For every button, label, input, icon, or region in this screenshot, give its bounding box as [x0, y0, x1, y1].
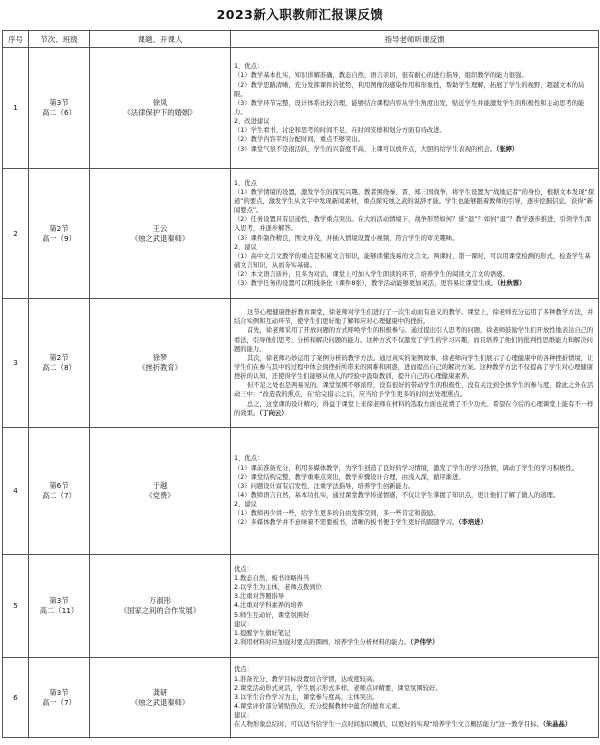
feedback-line: 5.师生互动好，课堂氛围好: [234, 611, 310, 619]
lesson-topic: 《法律保护下的婚姻》: [123, 108, 197, 117]
topic-teacher-cell: [90, 299, 231, 428]
teacher-name: 徐梦: [152, 353, 168, 363]
feedback-line: 这节心理健康挫折教育课堂，徐老师对学生们进行了一次生动而有意义的教学。课堂上，徐老师充分运用了多种教学方法，并结合实例和互动环节，使学生们更好地了解和应对心理健康中的挫折。: [234, 309, 594, 326]
feedback-line: 在人物形象总结时，可以适当给学生一点时间加以概括，以更好的实现“培养学生文言概括能力”这一教学目标。（朱晶晶）: [234, 721, 572, 729]
feedback-line: （1）教学基本扎实，知识讲解准确，教态自然，语言亲切，很有耐心的进行指导，组织教学的能力很强。: [234, 72, 528, 80]
teacher-name: 徐凤: [152, 98, 168, 108]
teacher-name: 王云: [152, 223, 168, 233]
feedback-line: 1.提醒学生做好笔记: [234, 629, 291, 637]
lesson-topic: 《烛之武退秦师》: [130, 697, 190, 707]
class: 高二（11）: [39, 606, 79, 615]
lesson-topic: 《挫折教育》: [138, 363, 182, 372]
period: 第2节: [49, 223, 69, 233]
feedback-line: （2）教学内容平均分配时间，重点不够突出。: [234, 136, 364, 144]
feedback-line: （2）课堂结构完整，教学重难点突出，教学步骤设计合理，由浅入深，循序渐进。: [234, 473, 465, 481]
table-header-row: [3, 31, 599, 48]
feedback-line: 2、改进建议: [234, 118, 270, 126]
teacher-name: 于越: [152, 481, 168, 491]
feedback-line: （1）课前准备充分，利用多媒体教学，为学生创造了良好的学习情境，激发了学生的学习热情，调动了学生的学习积极性。: [234, 464, 579, 472]
feedback-line: 2.课堂活动形式灵活，学生展示形式多样，老师点评精要，课堂氛围较好。: [234, 684, 442, 692]
table-row: [3, 428, 599, 555]
row-number: 2: [3, 169, 29, 299]
feedback-line: 建议：: [234, 712, 253, 720]
period-class-cell: [29, 428, 90, 555]
reviewer-signature: （李培进）: [458, 519, 487, 527]
table-row: [3, 299, 599, 428]
feedback-line: 优点：: [234, 565, 253, 573]
row-number: 1: [3, 48, 29, 169]
reviewer-signature: （朱晶晶）: [542, 721, 572, 729]
feedback-line: （3）课件制作精良，图文并茂，并插入情境设置小视频，符合学生的审美趣味。: [234, 234, 459, 242]
row-number: 6: [3, 658, 29, 738]
feedback-cell: [231, 555, 599, 658]
period: 第3节: [49, 687, 69, 697]
feedback-line: 1、优点：: [234, 63, 264, 71]
feedback-line: （1）教师再少讲一些，给学生更多的自由发挥空间，多一些肯定和鼓励。: [234, 510, 440, 518]
period-class-cell: [29, 299, 90, 428]
period: 第6节: [49, 481, 69, 491]
period-class-cell: [29, 169, 90, 299]
reviewer-signature: （张婷）: [496, 145, 519, 153]
feedback-line: 1.教态自然，板书详略得当: [234, 574, 310, 582]
reviewer-signature: （杜秋蓉）: [497, 280, 526, 288]
period-class-cell: [29, 48, 90, 169]
feedback-line: （3）问题设计富有启发性，注重学法指导，培养学生创新能力。: [234, 482, 415, 490]
feedback-line: 1、优点：: [234, 455, 264, 463]
class: 高一（7）: [42, 697, 76, 707]
page-title: 2023新入职教师汇报课反馈: [216, 7, 384, 22]
lesson-topic: 《国家之间的合作发展》: [119, 606, 201, 615]
feedback-line: 2.利用材料时应加强对要点的圈画，培养学生分析材料的能力。（尹伟学）: [234, 639, 439, 647]
feedback-line: （2）本文语言质朴，且多为对话，课堂上可加入学生朗读的环节，培养学生的阅读文言文的语感。: [234, 271, 509, 279]
class: 高一（9）: [42, 233, 76, 243]
feedback-line: （4）教师语言自然，基本功扎实，通过课堂教学传递情感，不仅让学生掌握了知识点，更让他们了解了做人的道理。: [234, 492, 560, 499]
topic-teacher-cell: [90, 428, 231, 555]
period: 第2节: [49, 353, 69, 363]
feedback-line: 2、建议: [234, 501, 257, 509]
feedback-line: 1.准备充分，教学目标设置切合学情，达成度较高。: [234, 675, 379, 683]
feedback-line: （1）高中文言文教学的重点是积累文言知识，能够读懂浅易的文言文。两课时，第一课时，可以用课堂检测的形式，检查学生基础文言知识，从而夯实基础。: [234, 252, 591, 269]
feedback-cell: [231, 658, 599, 738]
topic-teacher-cell: [90, 555, 231, 658]
feedback-line: （3）教学任务的设置可以粗线条化（课件8张），教学活动能够更加灵活，更容易让课堂生成。（杜秋蓉）: [234, 280, 526, 288]
table-row: [3, 658, 599, 738]
header-no: 序号: [3, 31, 29, 48]
feedback-line: 但不足之处也是两易见的。课堂氛围不够浓厚，没有很好的带动学生的积极性，没有关注到全体学生的参与度，除此之外在活动三中：“改造我的熏点，在‘给完措示之后，应当给予学生更多的时间去处理熏点。: [234, 382, 594, 399]
feedback-line: （1）学生看书、讨论和思考的时间不足，在时间安排和划分方面有待改进。: [234, 127, 446, 135]
lesson-topic: 《党费》: [145, 491, 175, 500]
row-number: 5: [3, 555, 29, 658]
reviewer-signature: （尹伟学）: [410, 639, 439, 647]
class: 高二（7）: [42, 491, 76, 500]
header-period-class: 节次、班级: [29, 31, 90, 48]
feedback-line: 3.以学生合作学习为主，课堂参与度高，主体突出。: [234, 693, 379, 701]
feedback-cell: [231, 169, 599, 299]
feedback-line: 1、优点: [234, 179, 257, 187]
feedback-line: 优点：: [234, 666, 253, 674]
feedback-cell: [231, 299, 599, 428]
feedback-cell: [231, 428, 599, 555]
feedback-line: （2）教学思路清晰，充分发挥课件的优势，利用图像的感染作用和形象性，帮助学生理解，拓展了学生的视野，超越文本的局限。: [234, 81, 585, 98]
table-row: [3, 169, 599, 299]
feedback-line: 4.课堂评价部分紧贴热点，充分挖掘教材中蕴含的德育元素。: [234, 703, 404, 711]
period-class-cell: [29, 658, 90, 738]
header-topic-teacher: 课题、开课人: [90, 31, 231, 48]
period: 第3节: [49, 98, 69, 108]
feedback-table: [2, 30, 599, 738]
topic-teacher-cell: [90, 48, 231, 169]
reviewer-signature: （丁向云）: [259, 409, 288, 417]
feedback-line: 首先，徐老师采用了开放问题的方式呼唤学生的积极参与。通过提出引人思考的问题，徐老师鼓励学生们开放性地表达自己的看法，引导他们思考、分析和解决问题的能力。这种方式不仅激发了学生的学习兴趣，而且培养了他们的批判性思维能力和解决问题的能力。: [234, 327, 594, 353]
feedback-line: 2、建议: [234, 243, 257, 251]
class: 高二（8）: [42, 363, 76, 372]
period-class-cell: [29, 555, 90, 658]
feedback-line: （3）课堂气氛不是很活跃，学生的兴奋度不高，上课可以放开点，大胆的给学生表现的机会。（张婷）: [234, 145, 519, 153]
header-feedback: 指导老师听课反馈: [231, 31, 599, 48]
table-row: [3, 555, 599, 658]
feedback-line: 总之，这堂课的设计精巧，得益于课堂上来徐老师在材料的选取方面也花费了不少功夫。希望在今后的心理课堂上能有不一样的效果。（丁向云）: [234, 400, 594, 417]
feedback-line: 4.注重对学科素养的培养: [234, 602, 303, 610]
table-body: [3, 48, 599, 738]
row-number: 4: [3, 428, 29, 555]
lesson-topic: 《烛之武退秦师》: [130, 233, 190, 243]
feedback-line: 2.以学生为主体，老师点拨到位: [234, 584, 322, 592]
table-row: [3, 48, 599, 169]
teacher-name: 龚研: [152, 687, 168, 697]
feedback-line: 3.注重对答题指导: [234, 593, 285, 601]
feedback-line: 建议：: [234, 620, 253, 628]
feedback-line: （1）教学情境的设置，激发学生的探究兴趣。教者围绕秦、晋、郑三国战争，将学生设置为“战地记者”的身份，根据文本发现“探道”的要点，激发学生从文字中发现新闻素材，重点探究烛之武的说辞才能。学生也能够跟着教师的引导，逐步挖掘信息，获得“新闻要点”。: [234, 188, 595, 215]
row-number: 3: [3, 299, 29, 428]
period: 第3节: [49, 596, 69, 606]
feedback-line: （2）多媒体教学并不意味着不需要板书，清晰的板书便于学生更好的跟随学习。（李培进）: [234, 519, 487, 527]
class: 高二（6）: [42, 108, 76, 117]
feedback-cell: [231, 48, 599, 169]
topic-teacher-cell: [90, 658, 231, 738]
teacher-name: 万淑彤: [149, 596, 171, 606]
topic-teacher-cell: [90, 169, 231, 299]
feedback-line: （2）任务设置具有层递性，教学重点突出。在大的活动情境下，战争形势如何？谁“退”？如何“退”？教学逐步推进，引领学生深入思考，并逐步解答。: [234, 216, 592, 233]
feedback-line: 其次，徐老师巧妙运用了案例分析的教学方法。通过真实的案例故事，徐老师向学生们展示了心理健康中的各种挫折情境，让学生们在参与其中的过程中体会到挫折所带来的困难和困惑，进而提出自己的解决方案。这种教学方法不仅提高了学生对心理健康挫折的认知，还使得学生们能够从他人的经验中汲取教训，提升自己的心理健康素养。: [234, 354, 594, 381]
feedback-line: （3）教学环节完整，设计体系比较合理，能够结合课程内容从学生角度出发，贴近学生并能激发学生的积极性和主动思考的能力。: [234, 99, 585, 116]
